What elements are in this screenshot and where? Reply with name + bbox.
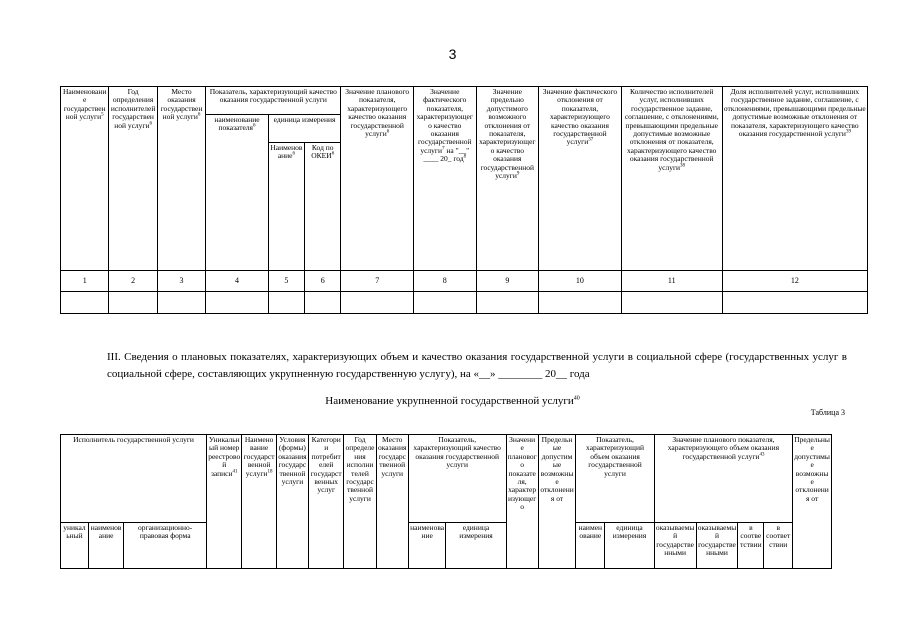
header-unique-number: Уникальный номер реестровой записи$^{41}$ (207, 435, 242, 569)
empty-data-row (61, 292, 868, 314)
column-number: 11 (621, 271, 722, 292)
table-caption: Таблица 3 (810, 408, 845, 417)
column-number: 2 (109, 271, 157, 292)
header-volume-value-b: оказываемый государственными (696, 523, 738, 569)
empty-cell (268, 292, 304, 314)
column-number: 12 (722, 271, 867, 292)
header-executor-name: наименование (88, 523, 123, 569)
empty-cell (305, 292, 341, 314)
column-number: 9 (476, 271, 539, 292)
column-number: 6 (305, 271, 341, 292)
empty-cell (621, 292, 722, 314)
header-executor: Исполнитель государственной услуги (61, 435, 207, 523)
empty-cell (61, 292, 109, 314)
column-number: 10 (539, 271, 622, 292)
column-number: 7 (341, 271, 414, 292)
page-number: 3 (448, 46, 457, 62)
header-place: Место оказания государственной услуги (376, 435, 408, 569)
header-volume-unit: единица измерения (605, 523, 654, 569)
empty-cell (476, 292, 539, 314)
header-indicator-name: наименование показателя$^6$ (206, 115, 269, 271)
column-number: 3 (157, 271, 205, 292)
enlarged-service-name-label: Наименование укрупненной государственной услуги$^{40}$ (325, 395, 580, 407)
header-okei-code: Код по ОКЕИ$^6$ (305, 143, 341, 271)
header-executors-share: Доля исполнителей услуг, исполнивших государственное задание, соглашение, с отклонениями, превышающими предельные допустимые возможные отклонения от показателя, характеризующего качество оказания государственной услуги$^{39}$ (722, 87, 867, 271)
header-place: Место оказания государственной услуги$^6$ (157, 87, 205, 271)
column-number: 4 (206, 271, 269, 292)
header-allowed-deviation: Значение предельно допустимого возможного отклонения от показателя, характеризующего качество оказания государственной услуги$^9$ (476, 87, 539, 271)
empty-cell (157, 292, 205, 314)
empty-cell (206, 292, 269, 314)
header-actual-deviation: Значение фактического отклонения от показателя, характеризующего качество оказания государственной услуги$^{37}$ (539, 87, 622, 271)
header-volume-value-c: в соответствии (738, 523, 764, 569)
header-year: Год определения исполнителей государственной услуги (344, 435, 376, 569)
header-volume-planned-value: Значение планового показателя, характеризующего объем оказания государственной услуги$^{43}$ (654, 435, 793, 523)
header-executor-unique: уникальный (61, 523, 89, 569)
empty-cell (109, 292, 157, 314)
header-quality-indicator: Показатель, характеризующий качество оказания государственной услуги (408, 435, 506, 523)
header-volume-limits: Предельные допустимые возможные отклонения от (793, 435, 832, 569)
header-volume-indicator: Показатель, характеризующий объем оказания государственной услуги (576, 435, 654, 523)
header-conditions: Условия (формы) оказания государственной услуги (276, 435, 308, 569)
column-number: 5 (268, 271, 304, 292)
header-quality-limits: Предельные допустимые возможные отклонения от (538, 435, 576, 569)
column-number: 1 (61, 271, 109, 292)
header-executor-form: организационно-правовая форма (124, 523, 207, 569)
header-planned-value: Значение планового показателя, характеризующего качество оказания государственной услуги$^6$ (341, 87, 414, 271)
header-quality-planned-value: Значение планового показателя, характеризующего (506, 435, 538, 569)
header-quality-indicator: Показатель, характеризующий качество оказания государственной услуги (206, 87, 341, 115)
empty-cell (539, 292, 622, 314)
header-year: Год определения исполнителей государственной услуги$^6$ (109, 87, 157, 271)
header-volume-value-d: в соответствии (764, 523, 793, 569)
header-unit: единица измерения (268, 115, 341, 143)
header-quality-unit: единица измерения (446, 523, 506, 569)
empty-cell (414, 292, 477, 314)
header-actual-value: Значение фактического показателя, характеризующего качество оказания государственной услуги$^7$ на "__" ____ 20_ год$^8$ (414, 87, 477, 271)
header-quality-name: наименование (408, 523, 446, 569)
empty-cell (722, 292, 867, 314)
column-number: 8 (414, 271, 477, 292)
section-heading: III. Сведения о плановых показателях, характеризующих объем и качество оказания государственной услуги в социальной сфере (государственных услуг в социальной сфере, составляющих укрупненную государственную услугу), на «__» ________ 20__ года (107, 351, 847, 380)
header-volume-name: наименование (576, 523, 605, 569)
header-service-name: Наименование государственной услуги$^{18}$ (242, 435, 276, 569)
header-service-name: Наименование государственной услуги$^5$ (61, 87, 109, 271)
header-category: Категории потребителей государственных услуг (309, 435, 344, 569)
planned-indicators-table (60, 434, 832, 569)
header-unit-name: Наименование$^6$ (268, 143, 304, 271)
header-executors-count: Количество исполнителей услуг, исполнивших государственное задание, соглашение, с отклонениями, превышающими предельные допустимые возможные отклонения от показателя, характеризующего качество оказания государственной услуги$^{38}$ (621, 87, 722, 271)
empty-cell (341, 292, 414, 314)
quality-indicators-table (60, 86, 868, 314)
header-volume-value-a: оказываемый государственными (654, 523, 696, 569)
